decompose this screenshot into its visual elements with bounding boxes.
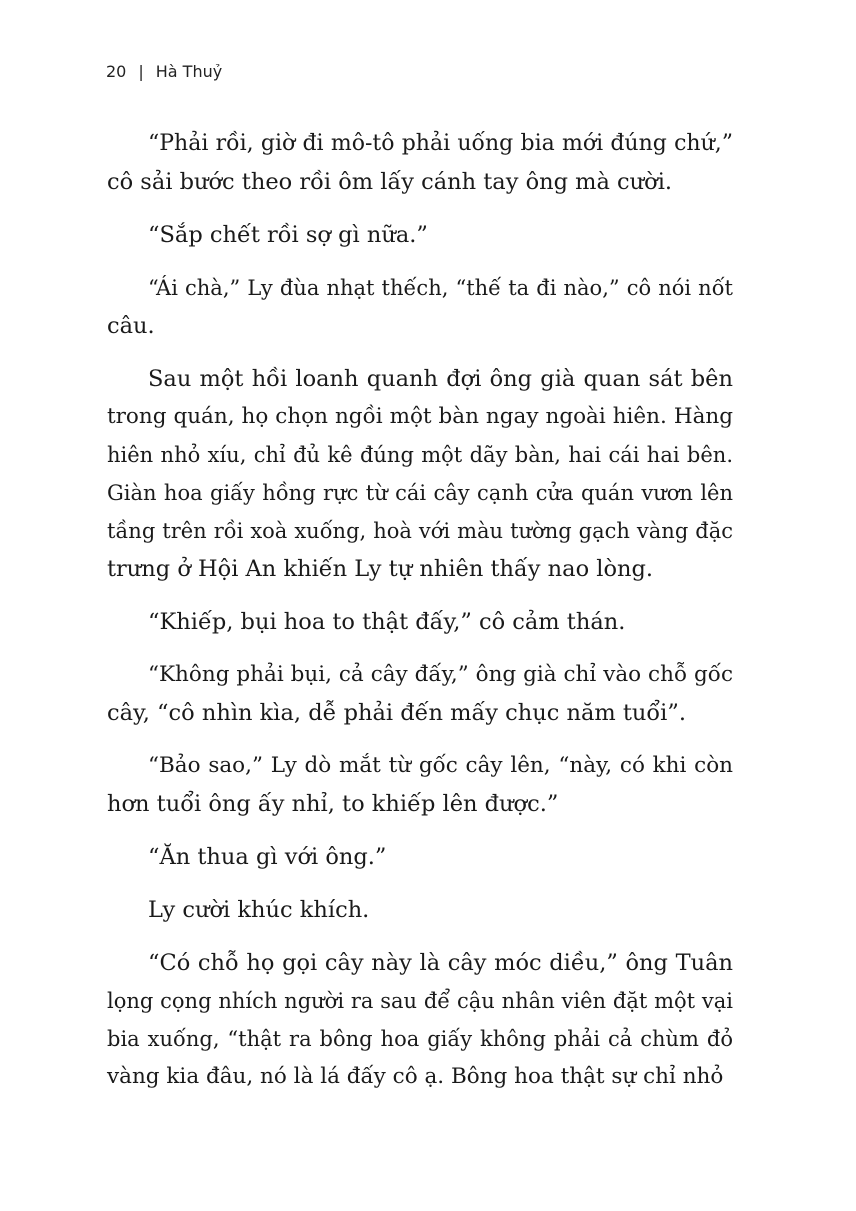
text-line: “Sắp chết rồi sợ gì nữa.” <box>148 222 428 248</box>
page-number: 20 <box>106 62 127 81</box>
text-line: trong quán, họ chọn ngồi một bàn ngay ngoài hiên. Hàng <box>107 404 733 429</box>
paragraph <box>107 747 733 823</box>
text-line: tầng trên rồi xoà xuống, hoà với màu tường gạch vàng đặc <box>107 519 733 543</box>
text-line: “Không phải bụi, cả cây đấy,” ông già chỉ vào chỗ gốc <box>148 662 733 687</box>
running-head <box>106 62 222 81</box>
text-line: “Phải rồi, giờ đi mô-tô phải uống bia mới đúng chứ,” <box>148 131 733 156</box>
paragraph <box>107 944 733 1096</box>
text-line: câu. <box>107 313 155 339</box>
paragraph <box>107 216 733 254</box>
text-line: bia xuống, “thật ra bông hoa giấy không phải cả chùm đỏ <box>107 1027 733 1051</box>
paragraph <box>107 269 733 345</box>
text-line: “Ái chà,” Ly đùa nhạt thếch, “thế ta đi nào,” cô nói nốt <box>148 276 733 300</box>
paragraph <box>107 891 733 929</box>
paragraph <box>107 603 733 641</box>
author-name: Hà Thuỷ <box>155 62 223 81</box>
paragraph <box>107 838 733 876</box>
paragraph <box>107 656 733 732</box>
text-line: vàng kia đâu, nó là lá đấy cô ạ. Bông hoa thật sự chỉ nhỏ <box>107 1064 724 1089</box>
paragraph <box>107 360 733 588</box>
text-line: Giàn hoa giấy hồng rực từ cái cây cạnh cửa quán vươn lên <box>107 481 733 505</box>
text-line: lọng cọng nhích người ra sau để cậu nhân viên đặt một vại <box>107 989 733 1013</box>
text-line: hơn tuổi ông ấy nhỉ, to khiếp lên được.” <box>107 791 559 817</box>
text-line: hiên nhỏ xíu, chỉ đủ kê đúng một dãy bàn, hai cái hai bên. <box>107 443 733 467</box>
text-line: cây, “cô nhìn kìa, dễ phải đến mấy chục năm tuổi”. <box>107 700 687 726</box>
text-line: “Bảo sao,” Ly dò mắt từ gốc cây lên, “này, có khi còn <box>148 753 733 778</box>
text-line: Ly cười khúc khích. <box>148 897 370 923</box>
text-line: trưng ở Hội An khiến Ly tự nhiên thấy nao lòng. <box>107 556 654 582</box>
body-text <box>107 125 733 1111</box>
paragraph <box>107 125 733 201</box>
header-separator: | <box>138 62 144 81</box>
text-line: cô sải bước theo rồi ôm lấy cánh tay ông mà cười. <box>107 169 673 195</box>
text-line: “Ăn thua gì với ông.” <box>148 844 387 870</box>
text-line: Sau một hồi loanh quanh đợi ông già quan sát bên <box>148 366 733 392</box>
text-line: “Có chỗ họ gọi cây này là cây móc diều,” ông Tuân <box>148 950 733 976</box>
text-line: “Khiếp, bụi hoa to thật đấy,” cô cảm thán. <box>148 609 626 635</box>
